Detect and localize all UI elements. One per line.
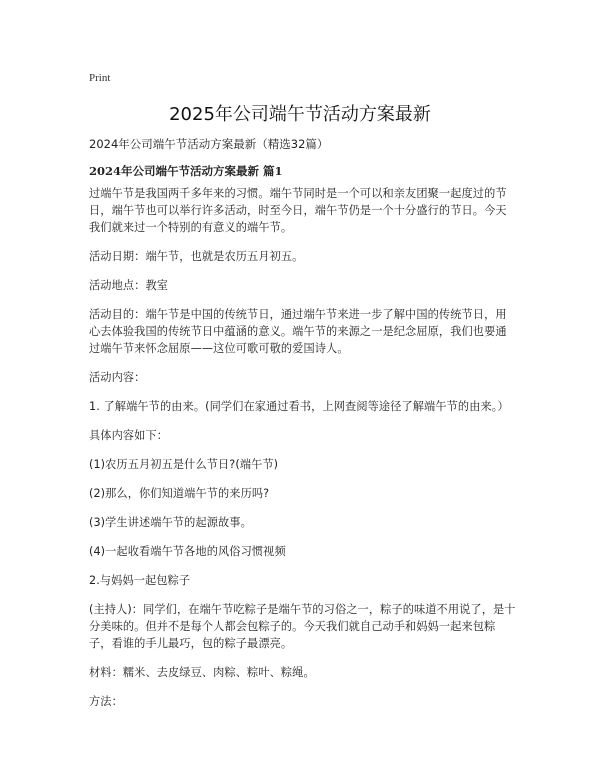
paragraph: 2.与妈妈一起包粽子	[89, 574, 191, 587]
paragraph: 活动地点：教室	[89, 279, 169, 292]
paragraph: (主持人)：同学们，在端午节吃粽子是端午节的习俗之一，粽子的味道不用说了，是十分美味的。但并不是每个人都会包粽子的。今天我们就自己动手和妈妈一起来包粽子，看谁的手儿最巧，包的粽子最漂亮。	[89, 603, 516, 650]
paragraph: 活动目的：端午节是中国的传统节日，通过端午节来进一步了解中国的传统节日，用心去体验我国的传统节日中蕴涵的意义。端午节的来源之一是纪念屈原，我们也要通过端午节来怀念屈原——这位可歌可敬的爱国诗人。	[89, 308, 507, 355]
paragraph: 具体内容如下：	[89, 429, 169, 442]
paragraph: 方法：	[89, 695, 123, 708]
paragraph: (2)那么，你们知道端午节的来历吗?	[89, 487, 270, 500]
document-body	[89, 185, 517, 722]
print-label: Print	[89, 72, 111, 84]
paragraph: 活动日期：端午节，也就是农历五月初五。	[89, 250, 304, 263]
paragraph: 1. 了解端午节的由来。(同学们在家通过看书，上网查阅等途径了解端午节的由来。）	[89, 400, 509, 413]
paragraph: 活动内容：	[89, 371, 146, 384]
paragraph: 过端午节是我国两千多年来的习惯。端午节同时是一个可以和亲友团聚一起度过的节日，端午节也可以举行许多活动，时至今日，端午节仍是一个十分盛行的节日。今天我们就来过一个特别的有意义的端午节。	[89, 187, 507, 234]
paragraph: (3)学生讲述端午节的起源故事。	[89, 516, 252, 529]
document-subtitle: 2024年公司端午节活动方案最新（精选32篇）	[89, 137, 329, 151]
paragraph: 材料：糯米、去皮绿豆、肉粽、粽叶、粽绳。	[89, 666, 315, 679]
paragraph: (1)农历五月初五是什么节日?(端午节)	[89, 458, 279, 471]
section-heading: 2024年公司端午节活动方案最新 篇1	[89, 164, 283, 178]
paragraph: (4)一起收看端午节各地的风俗习惯视频	[89, 545, 286, 558]
document-title: 2025年公司端午节活动方案最新	[169, 104, 431, 125]
